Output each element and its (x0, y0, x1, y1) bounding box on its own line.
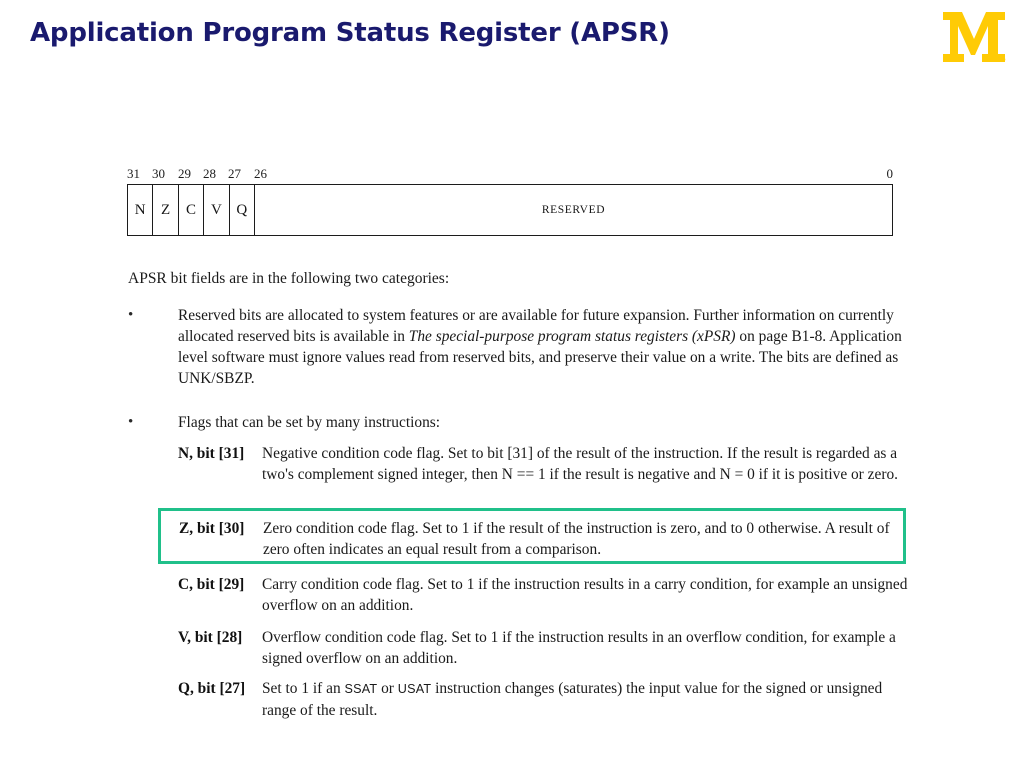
flag-label-v: V, bit [28] (178, 629, 243, 646)
flag-label-z: Z, bit [30] (179, 520, 245, 537)
register-bit-diagram (127, 164, 893, 236)
bullet-flags (128, 412, 912, 433)
register-field-box (127, 184, 893, 236)
flag-definition-v (178, 627, 912, 669)
flag-label-c: C, bit [29] (178, 576, 245, 593)
flag-label-n: N, bit [31] (178, 445, 245, 462)
flag-definition-n (178, 443, 912, 485)
bit-number-ruler (127, 164, 893, 184)
bullet-marker-icon: • (128, 307, 134, 323)
bullet-1-part-2: on page B1-8. Application level software must ignore values read from reserved bits, and preserve their value on a write. The bits are defined as UNK/SBZP. (178, 328, 902, 387)
flag-q-text-after: instruction changes (saturates) the input value for the signed or unsigned range of the result. (262, 680, 883, 719)
page-title: Application Program Status Register (APSR) (30, 18, 670, 48)
intro-text: APSR bit fields are in the following two categories: (128, 270, 450, 287)
register-field-v: V (204, 185, 229, 235)
flag-label-q: Q, bit [27] (178, 680, 246, 697)
bit-number-28: 28 (203, 166, 216, 181)
bullet-1-italic-reference: The special-purpose program status registers (xPSR) (408, 328, 736, 345)
flag-definition-c (178, 574, 912, 616)
register-field-reserved: RESERVED (541, 204, 606, 216)
flag-q-text-before: Set to 1 if an (262, 680, 345, 697)
flag-description-n: Negative condition code flag. Set to bit [31] of the result of the instruction. If the result is regarded as a two's complement signed integer, then N == 1 if the result is negative and N = 0 if it is positive or zero. (262, 445, 898, 483)
bullet-reserved-bits (128, 305, 912, 389)
bullet-reserved-bits-text (178, 305, 912, 389)
university-of-michigan-m-logo (940, 8, 1008, 66)
bit-number-0: 0 (886, 166, 893, 181)
flag-definition-q (178, 678, 912, 721)
register-field-q: Q (230, 185, 255, 235)
apsr-figure (0, 150, 1024, 740)
flag-description-q (262, 678, 912, 721)
bit-number-26: 26 (254, 166, 267, 181)
bullet-1-part-1: Reserved bits are allocated to system features or are available for future expansion. Further information on currently allocated reserved bits is available in (178, 307, 894, 345)
instruction-ssat: SSAT (344, 682, 378, 696)
bit-number-27: 27 (228, 166, 241, 181)
bit-number-29: 29 (178, 166, 191, 181)
register-field-n: N (128, 185, 153, 235)
bit-number-30: 30 (152, 166, 165, 181)
bullet-marker-icon: • (128, 414, 134, 430)
register-field-z: Z (153, 185, 178, 235)
z-flag-highlight-box (158, 508, 906, 564)
flag-definition-z (179, 518, 891, 560)
flag-q-text-middle: or (377, 680, 398, 697)
flag-description-v: Overflow condition code flag. Set to 1 if the instruction results in an overflow condition, for example a signed overflow on an addition. (262, 629, 896, 667)
instruction-usat: USAT (397, 682, 432, 696)
bit-number-31: 31 (127, 166, 140, 181)
flag-description-z: Zero condition code flag. Set to 1 if the result of the instruction is zero, and to 0 otherwise. A result of zero often indicates an equal result from a comparison. (263, 520, 890, 558)
flag-description-c: Carry condition code flag. Set to 1 if the instruction results in a carry condition, for example an unsigned overflow on an addition. (262, 576, 908, 614)
bullet-flags-text: Flags that can be set by many instructions: (178, 414, 441, 431)
register-field-c: C (179, 185, 204, 235)
